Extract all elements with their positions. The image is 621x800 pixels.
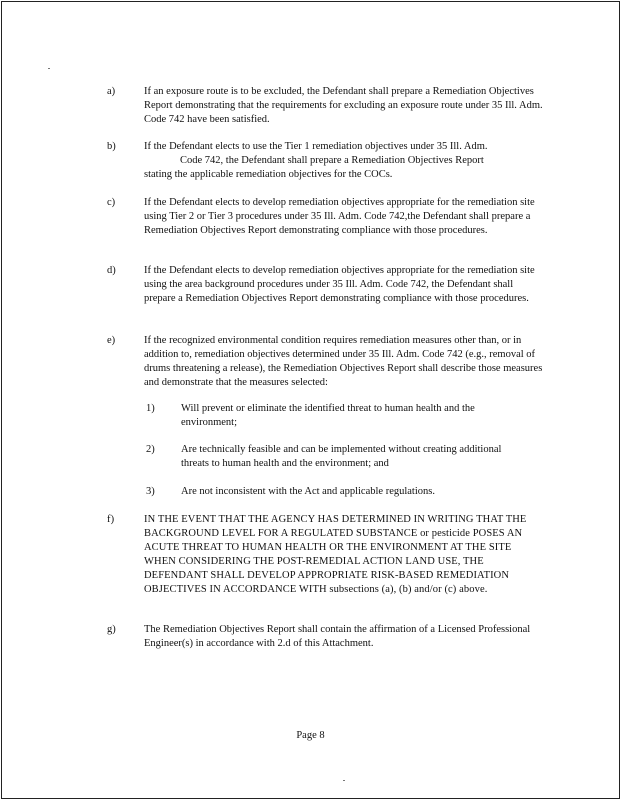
sub-item-label: 1) [146, 403, 155, 414]
sub-item-text: Are technically feasible and can be implemented without creating additional threats to human health and the environment; and [181, 444, 502, 469]
sub-item-label: 2) [146, 444, 155, 455]
sub-item-text: Are not inconsistent with the Act and applicable regulations. [181, 486, 435, 497]
item-text: The Remediation Objectives Report shall contain the affirmation of a Licensed Professional Engineer(s) in accordance with 2.d of this Attachment. [144, 624, 531, 649]
item-label: b) [107, 141, 116, 152]
item-text-line: If the Defendant elects to use the Tier 1 remediation objectives under 35 Ill. Adm. [144, 141, 488, 152]
item-text: If the Defendant elects to develop remediation objectives appropriate for the remediation site using the area background procedures under 35 Ill. Adm. Code 742, the Defendant shall prepare a Remediation Objectives Report demonstrating compliance with those procedures. [144, 265, 535, 304]
item-label: a) [107, 86, 116, 97]
sub-item-text: Will prevent or eliminate the identified threat to human health and the environment; [181, 403, 475, 428]
item-label: f) [107, 514, 115, 525]
item-text-line: stating the applicable remediation objectives for the COCs. [144, 169, 393, 180]
item-text: If the recognized environmental condition requires remediation measures other than, or in addition to, remediation objectives determined under 35 Ill. Adm. Code 742 (e.g., removal of drums threatening a release), the Remediation Objectives Report shall describe those measures and demonstrate that the measures selected: [144, 335, 543, 388]
item-label: c) [107, 197, 116, 208]
item-label: g) [107, 624, 116, 635]
item-text: If an exposure route is to be excluded, the Defendant shall prepare a Remediation Objectives Report demonstrating that the requirements for excluding an exposure route under 35 Ill. Adm. Code 742 have been satisfied. [144, 86, 543, 125]
scan-speck [343, 780, 345, 781]
item-label: e) [107, 335, 116, 346]
sub-item-label: 3) [146, 486, 155, 497]
scan-speck [48, 68, 50, 69]
item-text: If the Defendant elects to develop remediation objectives appropriate for the remediation site using Tier 2 or Tier 3 procedures under 35 Ill. Adm. Code 742,the Defendant shall prepare a Remediation Objectives Report demonstrating compliance with those procedures. [144, 197, 535, 236]
item-text: IN THE EVENT THAT THE AGENCY HAS DETERMINED IN WRITING THAT THE BACKGROUND LEVEL FOR A REGULATED SUBSTANCE or pesticide POSES AN ACUTE THREAT TO HUMAN HEALTH OR THE ENVIRONMENT AT THE SITE WHEN CONSIDERING THE POST-REMEDIAL ACTION LAND USE, THE DEFENDANT SHALL DEVELOP APPROPRIATE RISK-BASED REMEDIATION OBJECTIVES IN ACCORDANCE WITH subsections (a), (b) and/or (c) above. [144, 514, 527, 595]
item-label: d) [107, 265, 116, 276]
page-number: Page 8 [296, 730, 325, 741]
item-text-line: Code 742, the Defendant shall prepare a Remediation Objectives Report [180, 155, 484, 166]
